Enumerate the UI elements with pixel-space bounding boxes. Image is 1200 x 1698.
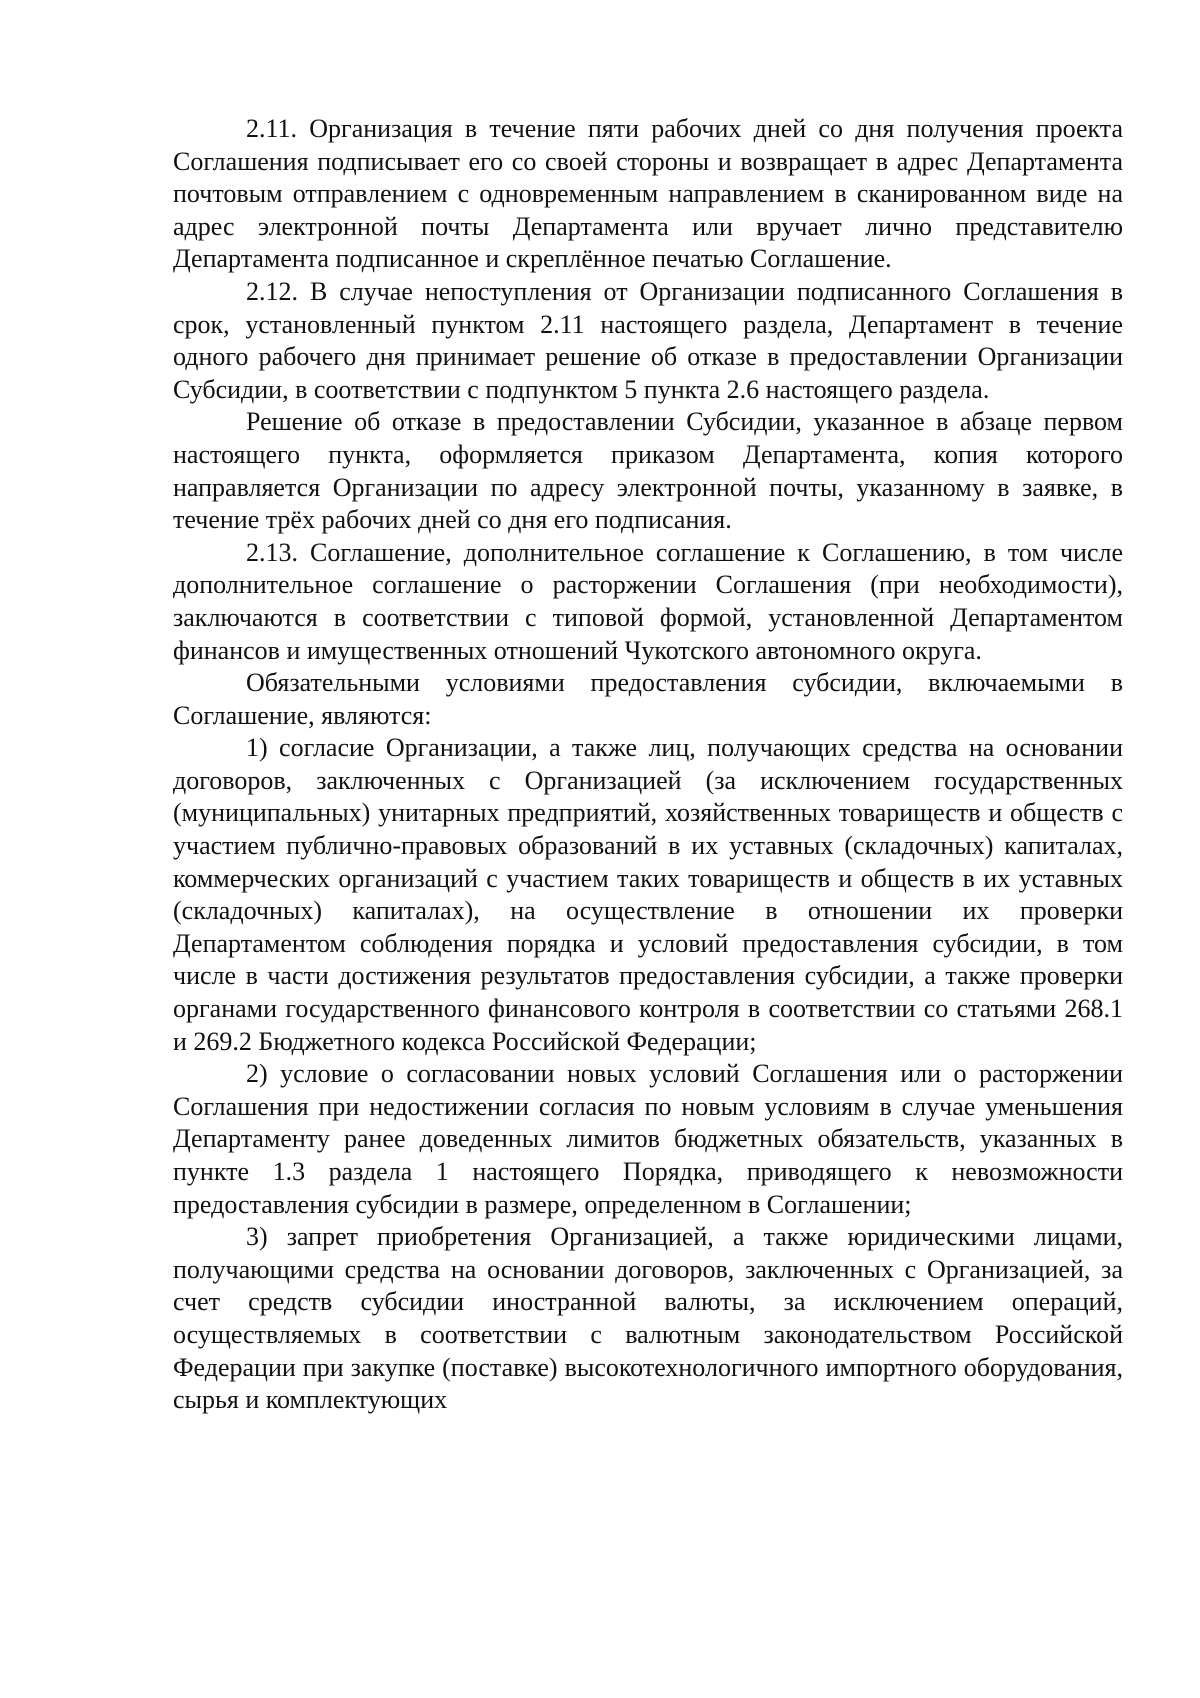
paragraph-mandatory-conditions: Обязательными условиями предоставления субсидии, включаемыми в Соглашение, являются: xyxy=(173,668,1123,730)
list-item-1: 1) согласие Организации, а также лиц, получающих средства на основании договоров, заключенных с Организацией (за исключением государственных (муниципальных) унитарных предприятий, хозяйственных товариществ и обществ с участием публично-правовых образований в их уставных (складочных) капиталах, коммерческих организаций с участием таких товариществ и обществ в их уставных (складочных) капиталах), на осуществление в отношении их проверки Департаментом соблюдения порядка и условий предоставления субсидии, в том числе в части достижения результатов предоставления субсидии, а также проверки органами государственного финансового контроля в соответствии со статьями 268.1 и 269.2 Бюджетного кодекса Российской Федерации; xyxy=(173,733,1123,1056)
paragraph-2-12: 2.12. В случае непоступления от Организации подписанного Соглашения в срок, установленный пунктом 2.11 настоящего раздела, Департамент в течение одного рабочего дня принимает решение об отказе в предоставлении Организации Субсидии, в соответствии с подпунктом 5 пункта 2.6 настоящего раздела. xyxy=(173,276,1123,404)
paragraph-refusal-decision: Решение об отказе в предоставлении Субсидии, указанное в абзаце первом настоящего пункта, оформляется приказом Департамента, копия которого направляется Организации по адресу электронной почты, указанному в заявке, в течение трёх рабочих дней со дня его подписания. xyxy=(173,407,1123,535)
paragraph-2-11: 2.11. Организация в течение пяти рабочих дней со дня получения проекта Соглашения подписывает его со своей стороны и возвращает в адрес Департамента почтовым отправлением с одновременным направлением в сканированном виде на адрес электронной почты Департамента или вручает лично представителю Департамента подписанное и скреплённое печатью Соглашение. xyxy=(173,114,1123,274)
list-item-3: 3) запрет приобретения Организацией, а также юридическими лицами, получающими средства на основании договоров, заключенных с Организацией, за счет средств субсидии иностранной валюты, за исключением операций, осуществляемых в соответствии с валютным законодательством Российской Федерации при закупке (поставке) высокотехнологичного импортного оборудования, сырья и комплектующих xyxy=(173,1222,1123,1415)
list-item-2: 2) условие о согласовании новых условий Соглашения или о расторжении Соглашения при недостижении согласия по новым условиям в случае уменьшения Департаменту ранее доведенных лимитов бюджетных обязательств, указанных в пункте 1.3 раздела 1 настоящего Порядка, приводящего к невозможности предоставления субсидии в размере, определенном в Соглашении; xyxy=(173,1059,1123,1219)
document-body xyxy=(173,113,1123,1417)
paragraph-2-13: 2.13. Соглашение, дополнительное соглашение к Соглашению, в том числе дополнительное соглашение о расторжении Соглашения (при необходимости), заключаются в соответствии с типовой формой, установленной Департаментом финансов и имущественных отношений Чукотского автономного округа. xyxy=(173,537,1123,665)
